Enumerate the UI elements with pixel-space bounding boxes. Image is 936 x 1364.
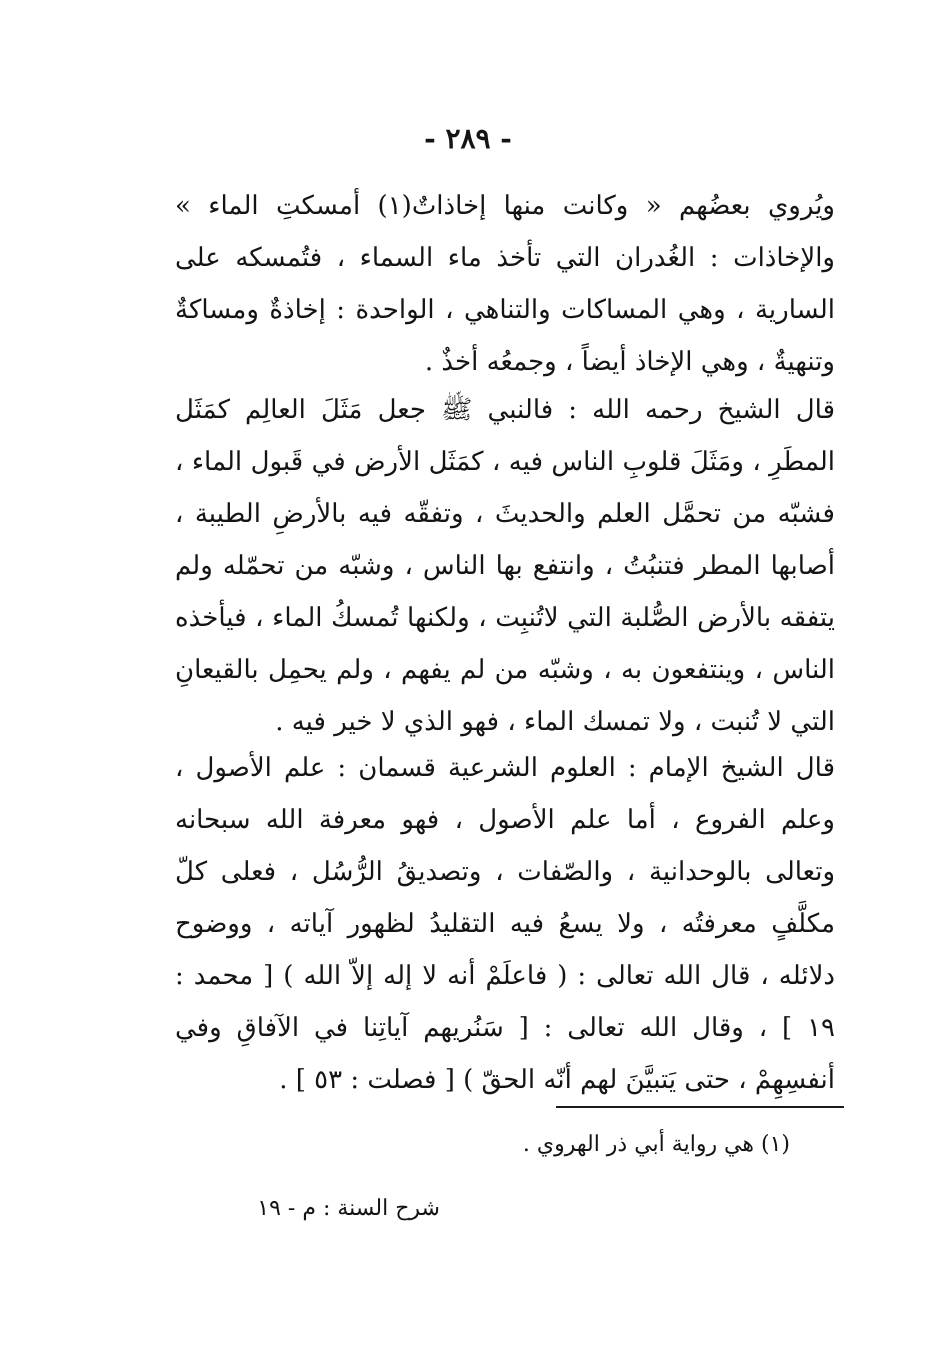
paragraph-ikhadhat: ويُروي بعضُهم « وكانت منها إخاذاتٌ(١) أمسكتِ الماء » والإخاذات : الغُدران التي تأخذ ماء السماء ، فتُمسكه على السارية ، وهي المساكات والتناهي ، الواحدة : إخاذةٌ ومساكةٌ وتنهيةٌ ، وهي الإخاذ أيضاً ، وجمعُه أخذٌ . xyxy=(175,191,835,377)
paragraph-rain-parable: قال الشيخ رحمه الله : فالنبي ﷺ جعل مَثَلَ العالِم كمَثَل المطَرِ ، ومَثَلَ قلوبِ الناس فيه ، كمَثَل الأرض في قَبول الماء ، فشبّه من تحمَّل العلم والحديثَ ، وتفقّه فيه بالأرضِ الطيبة ، أصابها المطر فتنبُتُ ، وانتفع بها الناس ، وشبّه من تحمّله ولم يتفقه بالأرض الصُّلبة التي لاتُنبِت ، ولكنها تُمسكُ الماء ، فيأخذه الناس ، وينتفعون به ، وشبّه من لم يفهم ، ولم يحمِل بالقيعانِ التي لا تُنبت ، ولا تمسك الماء ، فهو الذي لا خير فيه . xyxy=(175,395,835,737)
signature-mark: شرح السنة : م - ١٩ xyxy=(257,1196,440,1221)
paragraph-sharia-sciences: قال الشيخ الإمام : العلوم الشرعية قسمان : علم الأصول ، وعلم الفروع ، أما علم الأصول ، فهو معرفة الله سبحانه وتعالى بالوحدانية ، والصّفات ، وتصديقُ الرُّسُل ، فعلى كلّ مكلَّفٍ معرفتُه ، ولا يسعُ فيه التقليدُ لظهور آياته ، ووضوح دلائله ، قال الله تعالى : ( فاعلَمْ أنه لا إله إلاّ الله ) [ محمد : ١٩ ] ، وقال الله تعالى : [ سَنُريهم آياتِنا في الآفاقِ وفي أنفسِهِمْ ، حتى يَتبيَّنَ لهم أنّه الحقّ ) [ فصلت : ٥٣ ] . xyxy=(175,753,835,1095)
footnote: (١) هي رواية أبي ذر الهروي . xyxy=(522,1132,790,1157)
page-number: - ٢٨٩ - xyxy=(424,122,512,155)
footnote-divider xyxy=(556,1106,844,1108)
